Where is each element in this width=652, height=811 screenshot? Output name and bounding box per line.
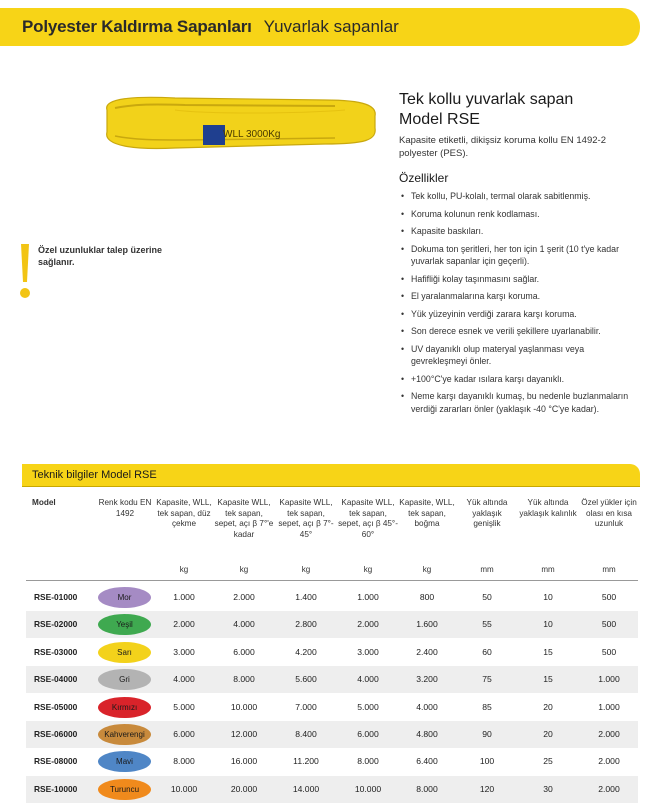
value-cell: 4.000 bbox=[357, 674, 379, 685]
column-header-wll-basket-7: Kapasite WLL, tek sapan, sepet, açı β 7°'e kadar bbox=[214, 498, 274, 539]
value-cell: 7.000 bbox=[295, 701, 317, 712]
product-description: Kapasite etiketli, dikişsiz koruma kollu EN 1492-2 polyester (PES). bbox=[399, 135, 606, 159]
feature-item: • UV dayanıklı olup materyal yaşlanması veya gevrekleşmeyi önler. bbox=[401, 343, 641, 368]
value-cell: 6.000 bbox=[173, 729, 195, 739]
feature-item: • Kapasite baskıları. bbox=[401, 225, 641, 238]
sleeve-tag bbox=[203, 125, 225, 145]
value-cell: 8.000 bbox=[357, 756, 379, 767]
value-cell: 12.000 bbox=[230, 729, 258, 739]
value-cell: 16.000 bbox=[230, 756, 258, 767]
color-code-badge: Turuncu bbox=[98, 779, 151, 800]
value-cell: 1.000 bbox=[357, 592, 379, 602]
value-cell: 8.400 bbox=[295, 729, 317, 739]
feature-item: • Hafifliği kolay taşınmasını sağlar. bbox=[401, 273, 641, 286]
value-cell: 8.000 bbox=[233, 674, 255, 685]
value-cell: 10.000 bbox=[230, 701, 258, 712]
model-cell: RSE-01000 bbox=[34, 592, 78, 602]
value-cell: 1.400 bbox=[295, 592, 317, 602]
value-cell: 100 bbox=[479, 756, 495, 767]
model-cell: RSE-05000 bbox=[34, 701, 78, 712]
color-code-badge: Kırmızı bbox=[98, 697, 151, 718]
value-cell: 11.200 bbox=[293, 756, 319, 767]
value-cell: 15 bbox=[543, 674, 553, 685]
column-header-wll-choke: Kapasite, WLL, tek sapan, boğma bbox=[399, 498, 455, 528]
value-cell: 2.400 bbox=[416, 646, 438, 657]
value-cell: 10 bbox=[543, 592, 553, 602]
table-title-bar bbox=[22, 464, 640, 486]
value-cell: 500 bbox=[601, 592, 617, 602]
value-cell: 2.800 bbox=[295, 619, 317, 630]
value-cell: 1.600 bbox=[416, 619, 438, 630]
table-row bbox=[26, 611, 638, 638]
value-cell: 14.000 bbox=[292, 783, 320, 794]
value-cell: 75 bbox=[482, 674, 492, 685]
value-cell: 1.000 bbox=[598, 674, 620, 685]
value-cell: 3.000 bbox=[173, 646, 195, 657]
unit-label: mm bbox=[480, 565, 494, 574]
column-header-min-length: Özel yükler için olası en kısa uzunluk bbox=[581, 498, 637, 528]
value-cell: 6.000 bbox=[357, 729, 379, 739]
value-cell: 10 bbox=[543, 619, 553, 630]
table-row bbox=[26, 776, 638, 803]
value-cell: 120 bbox=[479, 783, 495, 794]
sling-capacity-print: WLL 3000Kg bbox=[223, 129, 281, 140]
feature-item: • Dokuma ton şeritleri, her ton için 1 şerit (10 t'ye kadar yuvarlak sapanlar için geçerli). bbox=[401, 243, 641, 268]
value-cell: 8.000 bbox=[416, 783, 438, 794]
color-code-badge: Kahverengi bbox=[98, 724, 151, 745]
value-cell: 20 bbox=[543, 729, 553, 739]
value-cell: 55 bbox=[482, 619, 492, 630]
table-title-rule bbox=[22, 486, 640, 487]
color-code-badge: Sarı bbox=[98, 642, 151, 663]
value-cell: 4.000 bbox=[233, 619, 255, 630]
value-cell: 60 bbox=[482, 646, 492, 657]
page-title: Polyester Kaldırma Sapanları bbox=[22, 17, 252, 36]
value-cell: 3.200 bbox=[416, 674, 438, 685]
product-model: Model RSE bbox=[399, 111, 480, 128]
feature-item: • Koruma kolunun renk kodlaması. bbox=[401, 208, 641, 221]
column-header-model: Model bbox=[32, 498, 56, 507]
value-cell: 8.000 bbox=[173, 756, 195, 767]
value-cell: 5.000 bbox=[357, 701, 379, 712]
value-cell: 10.000 bbox=[170, 783, 198, 794]
unit-label: kg bbox=[422, 565, 432, 574]
table-row bbox=[26, 694, 638, 721]
value-cell: 3.000 bbox=[357, 646, 379, 657]
product-title: Tek kollu yuvarlak sapan bbox=[399, 91, 574, 108]
value-cell: 2.000 bbox=[598, 729, 620, 739]
value-cell: 500 bbox=[601, 619, 617, 630]
table-row bbox=[26, 666, 638, 693]
unit-label: mm bbox=[541, 565, 555, 574]
value-cell: 2.000 bbox=[598, 756, 620, 767]
column-header-wll-basket-45-60: Kapasite WLL, tek sapan, sepet, açı β 45°- 60° bbox=[338, 498, 398, 539]
feature-item: • El yaralanmalarına karşı koruma. bbox=[401, 290, 641, 303]
value-cell: 5.600 bbox=[295, 674, 317, 685]
color-code-badge: Mor bbox=[98, 587, 151, 608]
value-cell: 500 bbox=[601, 646, 617, 657]
model-cell: RSE-03000 bbox=[34, 646, 78, 657]
value-cell: 20.000 bbox=[230, 783, 258, 794]
value-cell: 90 bbox=[482, 729, 492, 739]
unit-label: kg bbox=[239, 565, 249, 574]
color-code-badge: Gri bbox=[98, 669, 151, 690]
header-banner bbox=[0, 8, 640, 46]
value-cell: 800 bbox=[419, 592, 435, 602]
table-row bbox=[26, 584, 638, 611]
color-code-badge: Mavi bbox=[98, 751, 151, 772]
unit-label: kg bbox=[363, 565, 373, 574]
feature-item: • +100°C'ye kadar ısılara karşı dayanıklı. bbox=[401, 373, 641, 386]
feature-item: • Yük yüzeyinin verdiği zarara karşı koruma. bbox=[401, 308, 641, 321]
model-cell: RSE-06000 bbox=[34, 729, 78, 739]
column-header-color: Renk kodu EN 1492 bbox=[98, 498, 152, 518]
table-row bbox=[26, 639, 638, 666]
column-header-thickness: Yük altında yaklaşık kalınlık bbox=[519, 498, 577, 518]
table-row bbox=[26, 721, 638, 748]
value-cell: 1.000 bbox=[173, 592, 195, 602]
unit-label: mm bbox=[602, 565, 616, 574]
value-cell: 4.800 bbox=[416, 729, 438, 739]
value-cell: 15 bbox=[543, 646, 553, 657]
value-cell: 2.000 bbox=[598, 783, 620, 794]
column-header-wll-basket-7-45: Kapasite WLL, tek sapan, sepet, açı β 7°- 45° bbox=[278, 498, 334, 539]
unit-label: kg bbox=[301, 565, 311, 574]
value-cell: 20 bbox=[543, 701, 553, 712]
model-cell: RSE-02000 bbox=[34, 619, 78, 630]
table-header-rule bbox=[26, 580, 638, 581]
feature-item: • Neme karşı dayanıklı kumaş, bu nedenle buzlanmaların verdiği zararları önler (yaklaşık -40 °C'ye kadar). bbox=[401, 390, 641, 415]
features-list bbox=[401, 190, 641, 420]
model-cell: RSE-04000 bbox=[34, 674, 78, 685]
column-header-wll-straight: Kapasite, WLL, tek sapan, düz çekme bbox=[156, 498, 212, 528]
value-cell: 4.200 bbox=[295, 646, 317, 657]
value-cell: 10.000 bbox=[354, 783, 382, 794]
value-cell: 2.000 bbox=[357, 619, 379, 630]
value-cell: 2.000 bbox=[233, 592, 255, 602]
feature-item: • Son derece esnek ve verili şekillere uyarlanabilir. bbox=[401, 325, 641, 338]
value-cell: 4.000 bbox=[416, 701, 438, 712]
value-cell: 25 bbox=[543, 756, 553, 767]
value-cell: 50 bbox=[482, 592, 492, 602]
round-sling-illustration bbox=[95, 88, 385, 168]
unit-label: kg bbox=[179, 565, 189, 574]
page-subtitle: Yuvarlak sapanlar bbox=[263, 17, 399, 36]
value-cell: 2.000 bbox=[173, 619, 195, 630]
features-heading: Özellikler bbox=[399, 171, 449, 185]
value-cell: 30 bbox=[543, 783, 553, 794]
value-cell: 4.000 bbox=[173, 674, 195, 685]
feature-item: • Tek kollu, PU-kolalı, termal olarak sabitlenmiş. bbox=[401, 190, 641, 203]
column-header-width: Yük altında yaklaşık genişlik bbox=[466, 498, 508, 528]
table-row bbox=[26, 748, 638, 775]
model-cell: RSE-08000 bbox=[34, 756, 78, 767]
value-cell: 1.000 bbox=[598, 701, 620, 712]
exclamation-icon bbox=[18, 242, 32, 300]
value-cell: 6.000 bbox=[233, 646, 255, 657]
value-cell: 85 bbox=[482, 701, 492, 712]
table-title: Teknik bilgiler Model RSE bbox=[32, 469, 157, 481]
model-cell: RSE-10000 bbox=[34, 783, 78, 794]
value-cell: 5.000 bbox=[173, 701, 195, 712]
value-cell: 6.400 bbox=[416, 756, 438, 767]
color-code-badge: Yeşil bbox=[98, 614, 151, 635]
special-length-note: Özel uzunluklar talep üzerine sağlanır. bbox=[38, 245, 163, 267]
